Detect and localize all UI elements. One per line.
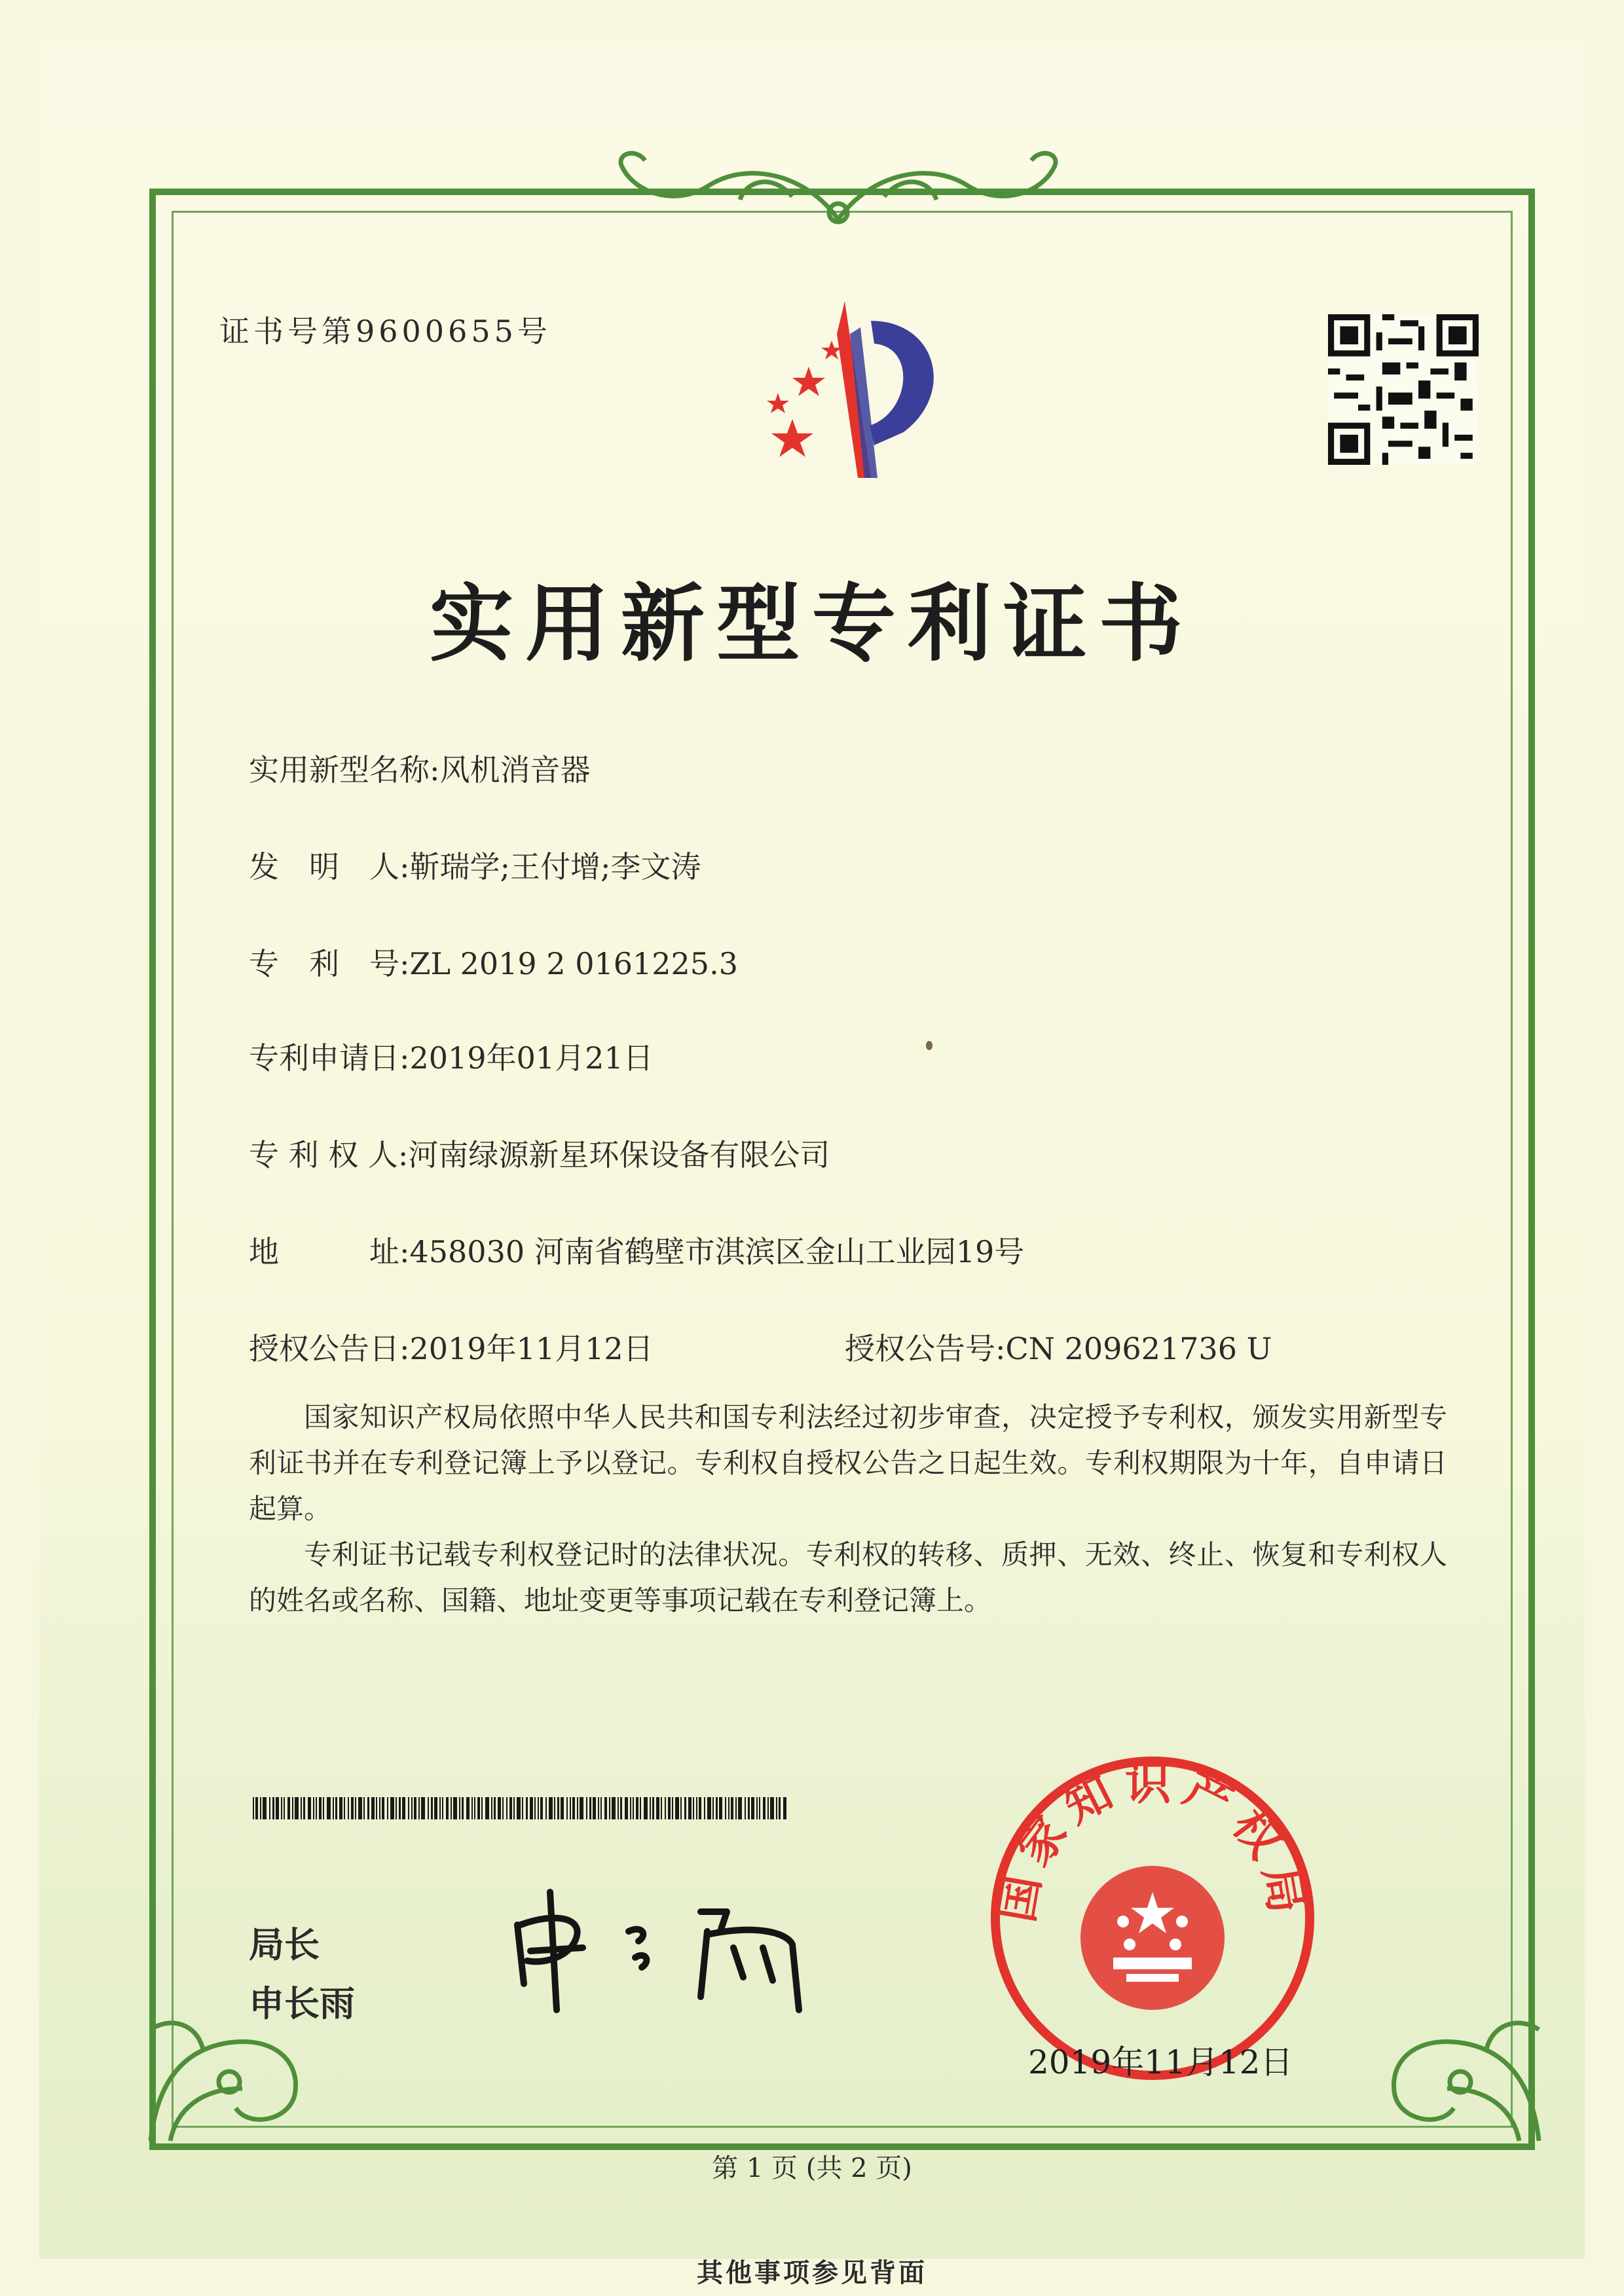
barcode-bar [557, 1797, 559, 1819]
barcode-bar [387, 1797, 388, 1819]
barcode-bar [731, 1797, 733, 1819]
barcode-bar [418, 1797, 420, 1819]
barcode-bar [474, 1797, 475, 1819]
qr-code [1328, 314, 1479, 465]
barcode-bar [376, 1797, 377, 1819]
barcode-bar [561, 1797, 564, 1819]
barcode-bar [316, 1797, 317, 1819]
barcode-bar [287, 1797, 290, 1819]
barcode-bar [696, 1797, 697, 1819]
field-filing-date [249, 1034, 654, 1078]
barcode-bar [549, 1797, 553, 1819]
field-value: 靳瑞学;王付增;李文涛 [409, 849, 701, 884]
field-label: 专 利 权 人: [249, 1137, 409, 1173]
barcode-bar [513, 1797, 515, 1819]
barcode-bar [704, 1797, 705, 1819]
legal-status-paragraph: 专利证书记载专利权登记时的法律状况。专利权的转移、质押、无效、终止、恢复和专利权人的姓名或名称、国籍、地址变更等事项记载在专利登记簿上。 [249, 1539, 1447, 1616]
barcode-bar [255, 1797, 258, 1819]
barcode-bar [399, 1797, 401, 1819]
barcode-bar [566, 1797, 568, 1819]
barcode-bar [652, 1797, 654, 1819]
barcode-bar [650, 1797, 651, 1819]
barcode-bar [763, 1797, 766, 1819]
barcode-bar [586, 1797, 587, 1819]
barcode-bar [428, 1797, 429, 1819]
barcode-bar [636, 1797, 638, 1819]
barcode-bar [402, 1797, 405, 1819]
barcode-bar [292, 1797, 293, 1819]
barcode-bar [522, 1797, 523, 1819]
field-value: 458030 河南省鹤壁市淇滨区金山工业园19号 [409, 1234, 1025, 1269]
barcode-bar [379, 1797, 380, 1819]
barcode-bar [612, 1797, 616, 1819]
barcode-bar [459, 1797, 460, 1819]
field-label: 授权公告号: [845, 1331, 1006, 1366]
barcode-bar [712, 1797, 714, 1819]
top-ornament [576, 134, 1100, 232]
barcode-bar [577, 1797, 578, 1819]
certificate-number: 证书号第9600655号 [219, 314, 551, 349]
barcode-bar [633, 1797, 634, 1819]
field-value: 河南绿源新星环保设备有限公司 [408, 1137, 830, 1173]
barcode-bar [272, 1797, 274, 1819]
cnipa-logo [720, 295, 969, 484]
field-patent-number [249, 940, 738, 983]
barcode-bar [540, 1797, 543, 1819]
barcode-bar [276, 1797, 279, 1819]
barcode-bar [481, 1797, 483, 1819]
barcode-bar [716, 1797, 718, 1819]
barcode-bar [462, 1797, 464, 1819]
barcode-bar [756, 1797, 758, 1819]
barcode-bar [748, 1797, 750, 1819]
barcode-bar [684, 1797, 686, 1819]
field-label: 实用新型名称: [249, 752, 440, 788]
certificate-title: 实用新型专利证书 [429, 575, 1194, 673]
barcode-bar [738, 1797, 742, 1819]
barcode-bar [751, 1797, 754, 1819]
barcode-bar [572, 1797, 575, 1819]
barcode-bar [600, 1797, 602, 1819]
barcode [253, 1797, 790, 1819]
barcode-bar [319, 1797, 322, 1819]
barcode-bar [396, 1797, 397, 1819]
barcode-bar [439, 1797, 441, 1819]
barcode-bar [411, 1797, 413, 1819]
barcode-bar [776, 1797, 777, 1819]
barcode-bar [745, 1797, 746, 1819]
barcode-bar [526, 1797, 528, 1819]
barcode-bar [502, 1797, 504, 1819]
barcode-bar [725, 1797, 726, 1819]
barcode-bar [466, 1797, 470, 1819]
barcode-bar [408, 1797, 409, 1819]
barcode-bar [759, 1797, 760, 1819]
barcode-bar [625, 1797, 628, 1819]
barcode-bar [509, 1797, 512, 1819]
barcode-bar [728, 1797, 729, 1819]
barcode-bar [494, 1797, 496, 1819]
barcode-bar [661, 1797, 662, 1819]
field-label: 地 址: [249, 1234, 410, 1269]
barcode-bar [688, 1797, 692, 1819]
barcode-bar [485, 1797, 489, 1819]
barcode-bar [453, 1797, 457, 1819]
field-value: 2019年01月21日 [409, 1040, 654, 1076]
barcode-bar [719, 1797, 722, 1819]
barcode-bar [451, 1797, 452, 1819]
field-label: 专利申请日: [249, 1040, 410, 1076]
barcode-bar [263, 1797, 267, 1819]
barcode-bar [779, 1797, 781, 1819]
barcode-bar [580, 1797, 583, 1819]
barcode-bar [348, 1797, 349, 1819]
barcode-bar [301, 1797, 302, 1819]
barcode-bar [538, 1797, 539, 1819]
barcode-bar [530, 1797, 533, 1819]
barcode-bar [421, 1797, 425, 1819]
field-grant-number [845, 1325, 1272, 1368]
barcode-bar [431, 1797, 433, 1819]
barcode-bar [323, 1797, 324, 1819]
barcode-bar [358, 1797, 362, 1819]
field-label: 发 明 人: [249, 849, 410, 884]
barcode-bar [589, 1797, 591, 1819]
barcode-bar [598, 1797, 599, 1819]
barcode-bar [672, 1797, 673, 1819]
barcode-bar [593, 1797, 596, 1819]
field-value: 风机消音器 [439, 752, 591, 788]
field-grant-date [249, 1325, 654, 1368]
barcode-bar [260, 1797, 261, 1819]
seal-text: 国家知识产权局 [989, 1756, 1316, 1926]
barcode-bar [545, 1797, 547, 1819]
barcode-bar [675, 1797, 679, 1819]
barcode-bar [308, 1797, 311, 1819]
barcode-bar [668, 1797, 671, 1819]
barcode-bar [327, 1797, 331, 1819]
barcode-bar [477, 1797, 480, 1819]
field-inventor [249, 843, 701, 886]
barcode-bar [390, 1797, 394, 1819]
barcode-bar [351, 1797, 354, 1819]
barcode-bar [506, 1797, 507, 1819]
barcode-bar [783, 1797, 786, 1819]
barcode-bar [644, 1797, 648, 1819]
barcode-bar [339, 1797, 342, 1819]
barcode-bar [303, 1797, 305, 1819]
barcode-bar [434, 1797, 437, 1819]
barcode-bar [367, 1797, 369, 1819]
barcode-bar [770, 1797, 774, 1819]
barcode-bar [371, 1797, 375, 1819]
barcode-bar [498, 1797, 501, 1819]
barcode-bar [517, 1797, 521, 1819]
barcode-bar [534, 1797, 536, 1819]
page-number: 第 1 页 (共 2 页) [712, 2153, 912, 2183]
barcode-bar [333, 1797, 334, 1819]
barcode-bar [446, 1797, 449, 1819]
barcode-bar [767, 1797, 769, 1819]
seal-date: 2019年11月12日 [1028, 2043, 1293, 2081]
field-patentee [249, 1131, 830, 1175]
barcode-bar [609, 1797, 610, 1819]
barcode-bar [344, 1797, 345, 1819]
barcode-bar [699, 1797, 701, 1819]
barcode-bar [735, 1797, 737, 1819]
field-label: 授权公告日: [249, 1331, 410, 1366]
director-name: 申长雨 [249, 1983, 355, 2024]
barcode-bar [630, 1797, 631, 1819]
barcode-bar [253, 1797, 254, 1819]
field-utility-name [249, 746, 591, 790]
barcode-bar [570, 1797, 571, 1819]
back-side-note: 其他事项参见背面 [697, 2257, 927, 2288]
director-signature [504, 1886, 845, 2016]
barcode-bar [471, 1797, 473, 1819]
field-address [249, 1228, 1024, 1271]
barcode-bar [281, 1797, 282, 1819]
barcode-bar [604, 1797, 607, 1819]
barcode-bar [656, 1797, 659, 1819]
barcode-bar [295, 1797, 299, 1819]
barcode-bar [680, 1797, 682, 1819]
barcode-bar [414, 1797, 416, 1819]
barcode-bar [382, 1797, 384, 1819]
barcode-bar [665, 1797, 666, 1819]
field-value: 2019年11月12日 [409, 1331, 654, 1366]
barcode-bar [554, 1797, 555, 1819]
barcode-bar [269, 1797, 270, 1819]
barcode-bar [313, 1797, 314, 1819]
field-value: CN 209621736 U [1005, 1331, 1272, 1366]
field-value: ZL 2019 2 0161225.3 [409, 946, 738, 981]
grant-statement-paragraph: 国家知识产权局依照中华人民共和国专利法经过初步审查，决定授予专利权，颁发实用新型专利证书并在专利登记簿上予以登记。专利权自授权公告之日起生效。专利权期限为十年，自申请日起算。 [249, 1401, 1447, 1525]
barcode-bar [335, 1797, 337, 1819]
barcode-bar [442, 1797, 443, 1819]
bottom-right-ornament [1323, 1951, 1559, 2147]
director-title: 局长 [249, 1924, 320, 1965]
barcode-bar [640, 1797, 641, 1819]
barcode-bar [618, 1797, 619, 1819]
barcode-bar [491, 1797, 492, 1819]
barcode-bar [284, 1797, 285, 1819]
barcode-bar [363, 1797, 365, 1819]
barcode-bar [620, 1797, 622, 1819]
ink-spot [926, 1041, 932, 1050]
barcode-bar [355, 1797, 356, 1819]
barcode-bar [693, 1797, 694, 1819]
field-label: 专 利 号: [249, 946, 410, 981]
barcode-bar [707, 1797, 711, 1819]
